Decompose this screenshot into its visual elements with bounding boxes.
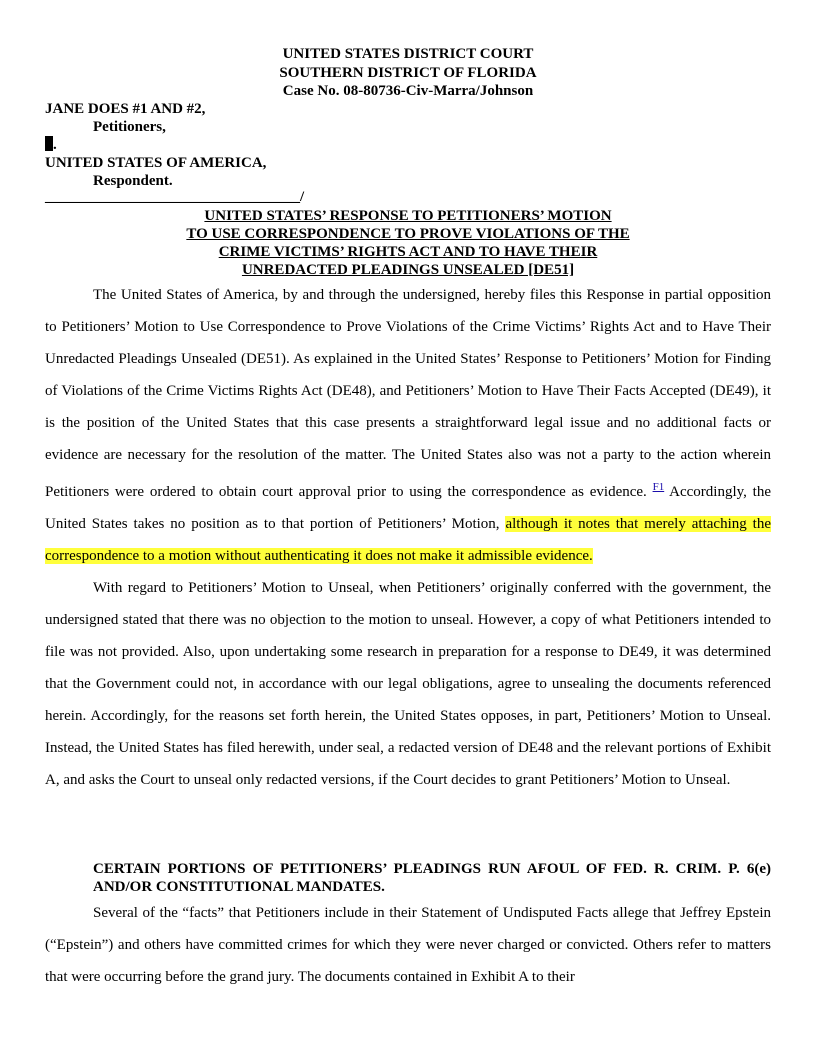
title-line-1: UNITED STATES’ RESPONSE TO PETITIONERS’ MOTION: [204, 208, 612, 224]
caption-rule: __________________________________/: [45, 189, 305, 205]
paragraph-3: Several of the “facts” that Petitioners include in their Statement of Undisputed Facts allege that Jeffrey Epstein (“Epstein”) and others have committed crimes for which they were never charged or convicted. Others refer to matters that were occurring before the grand jury. The documents contained in Exhibit A to their: [45, 905, 771, 985]
footnote-link[interactable]: F1: [652, 481, 665, 493]
title-line-4: UNREDACTED PLEADINGS UNSEALED [DE51]: [241, 262, 575, 278]
title-line-2: TO USE CORRESPONDENCE TO PROVE VIOLATIONS OF THE: [186, 226, 630, 242]
paragraph-1-text: The United States of America, by and through the undersigned, hereby files this Response in partial opposition to Petitioners’ Motion to Use Correspondence to Prove Violations of the Crime Victims’ Rights Act and to Have Their Unredacted Pleadings Unsealed (DE51). As explained in the United States’ Response to Petitioners’ Motion for Finding of Violations of the Crime Victims Rights Act (DE48), and Petitioners’ Motion to Have Their Facts Accepted (DE49), it is the position of the United States that this case presents a straightforward legal issue and no additional facts or evidence are necessary for the resolution of the matter. The United States also was not a party to the action wherein Petitioners were ordered to obtain court approval prior to using the correspondence as evidence.: [45, 287, 771, 500]
title-line-3: CRIME VICTIMS’ RIGHTS ACT AND TO HAVE THEIR: [218, 244, 598, 260]
paragraph-1-text-cont: Accordingly, the United States takes no position as to that portion of Petitioners’ Motion,: [45, 484, 771, 532]
court-district: SOUTHERN DISTRICT OF FLORIDA: [279, 65, 537, 81]
caption-respondent: UNITED STATES OF AMERICA,: [45, 155, 267, 171]
paragraph-1: [45, 279, 771, 572]
highlighted-text: although it notes that merely attaching the correspondence to a motion without authenticating it does not make it admissible evidence.: [45, 516, 771, 564]
redaction-box: [45, 136, 53, 151]
court-name: UNITED STATES DISTRICT COURT: [282, 46, 534, 62]
caption-respondent-role: Respondent.: [93, 173, 173, 189]
body-section-2: [45, 897, 771, 993]
caption-petitioners: JANE DOES #1 AND #2,: [45, 101, 206, 117]
section-heading: CERTAIN PORTIONS OF PETITIONERS’ PLEADINGS RUN AFOUL OF FED. R. CRIM. P. 6(e) AND/OR CONSTITUTIONAL MANDATES.: [93, 861, 771, 895]
case-number: Case No. 08-80736-Civ-Marra/Johnson: [282, 83, 534, 99]
paragraph-2: With regard to Petitioners’ Motion to Unseal, when Petitioners’ originally conferred with the government, the undersigned stated that there was no objection to the motion to unseal. However, a copy of what Petitioners intended to file was not provided. Also, upon undertaking some research in preparation for a response to DE49, it was determined that the Government could not, in accordance with our legal obligations, agree to unsealing the documents referenced herein. Accordingly, for the reasons set forth herein, the United States opposes, in part, Petitioners’ Motion to Unseal. Instead, the United States has filed herewith, under seal, a redacted version of DE48 and the relevant portions of Exhibit A, and asks the Court to unseal only redacted versions, if the Court decides to grant Petitioners’ Motion to Unseal.: [45, 580, 771, 788]
caption-versus-suffix: .: [53, 137, 57, 153]
body-section-1: [45, 279, 771, 796]
caption-petitioners-role: Petitioners,: [93, 119, 166, 135]
caption-versus: [45, 136, 57, 154]
